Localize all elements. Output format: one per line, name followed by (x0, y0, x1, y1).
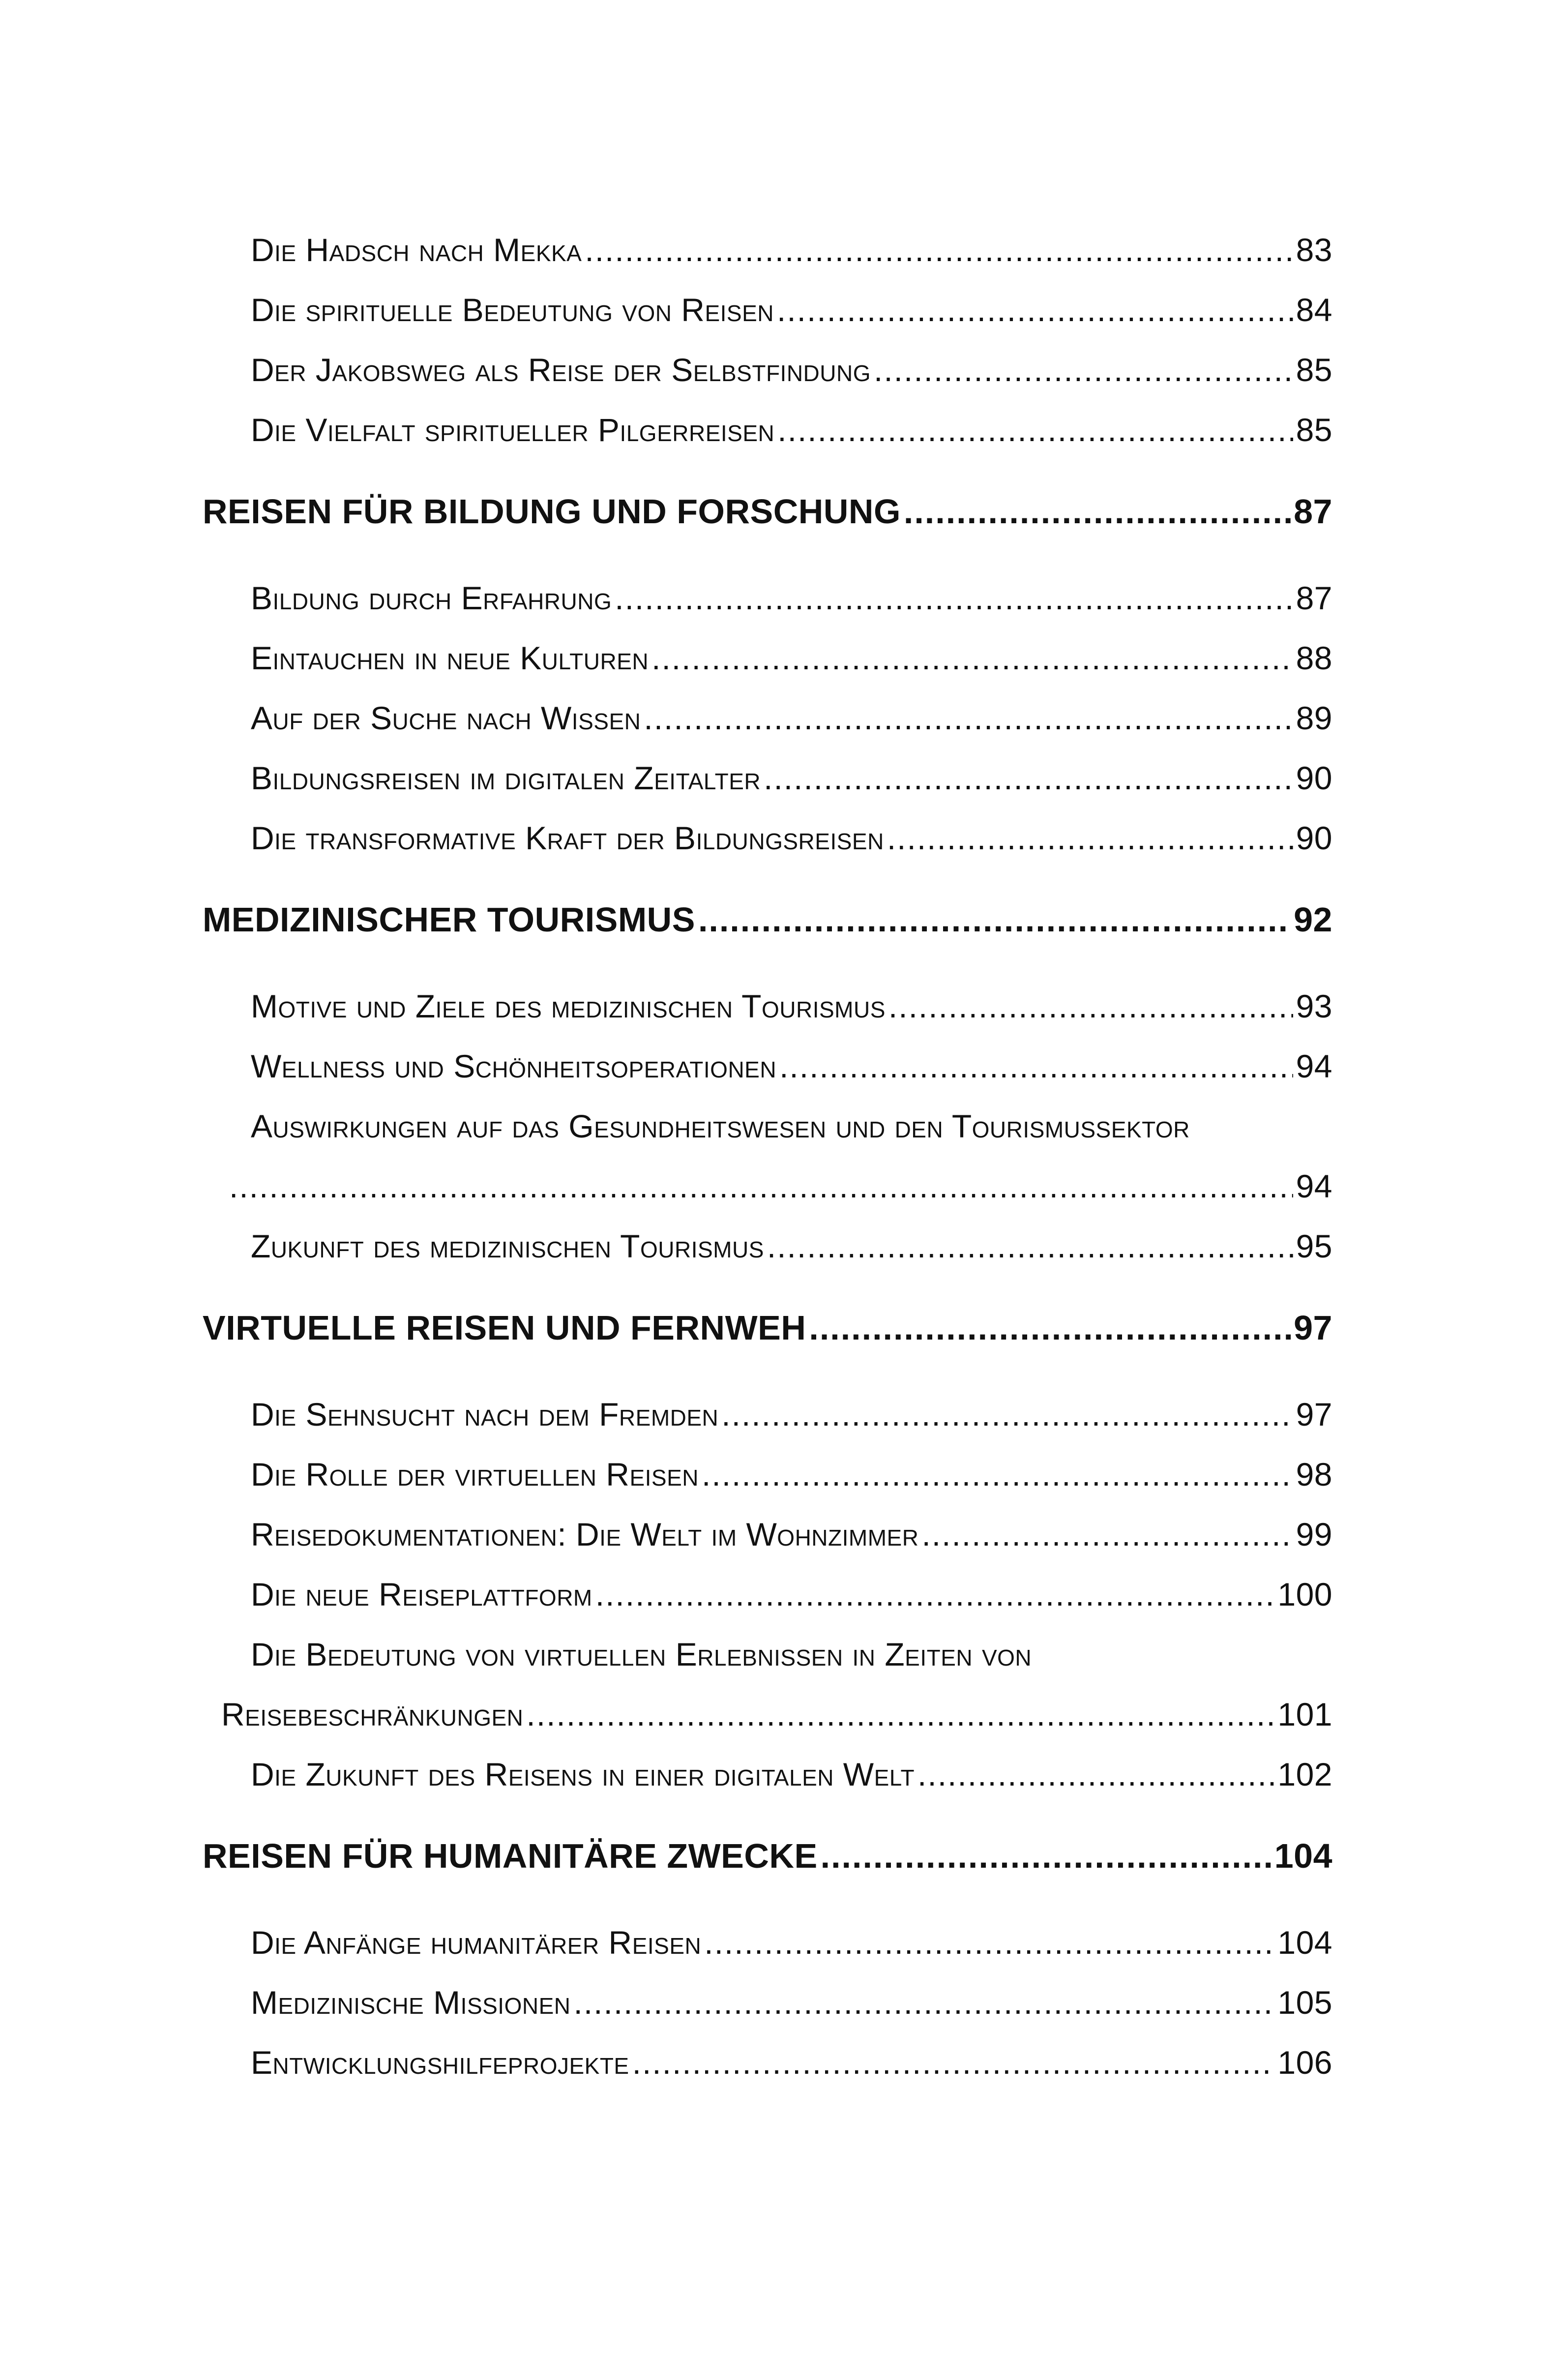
toc-page-number: 83 (1296, 232, 1332, 268)
toc-page-number: 104 (1277, 1924, 1332, 1961)
dot-leader (526, 1696, 1274, 1733)
toc-chapter-entry[interactable] (203, 1308, 1332, 1362)
toc-page-number: 98 (1296, 1456, 1332, 1492)
dot-leader (921, 1516, 1293, 1553)
toc-page-number: 88 (1296, 640, 1332, 676)
toc-chapter-entry[interactable] (203, 492, 1332, 546)
toc-section-entry[interactable] (251, 1984, 1332, 2033)
dot-leader (767, 1227, 1293, 1265)
dot-leader (632, 2044, 1275, 2081)
toc-page-number: 101 (1277, 1696, 1332, 1732)
toc-page-number: 84 (1296, 292, 1332, 328)
dot-leader (779, 1047, 1293, 1085)
dot-leader (777, 291, 1293, 328)
dot-leader (644, 699, 1293, 737)
toc-page-number: 99 (1296, 1516, 1332, 1552)
toc-entry-title: Die spirituelle Bedeutung von Reisen (251, 292, 774, 328)
dot-leader (651, 639, 1293, 677)
toc-entry-title: Bildungsreisen im digitalen Zeitalter (251, 760, 761, 796)
toc-entry-title: Auswirkungen auf das Gesundheitswesen und den Tourismussektor (251, 1108, 1190, 1144)
dot-leader (821, 1836, 1272, 1876)
toc-page-number: 87 (1296, 580, 1332, 616)
toc-page-number: 106 (1277, 2044, 1332, 2081)
toc-page-number: 97 (1296, 1396, 1332, 1433)
toc-entry-title: Bildung durch Erfahrung (251, 580, 612, 616)
toc-entry-title: Die Vielfalt spiritueller Pilgerreisen (251, 412, 775, 448)
dot-leader (777, 411, 1293, 448)
toc-section-entry[interactable] (251, 699, 1332, 748)
toc-entry-title: Die neue Reiseplattform (251, 1576, 592, 1612)
toc-page-number: 105 (1277, 1984, 1332, 2021)
toc-section-entry[interactable] (251, 987, 1332, 1037)
dot-leader (809, 1308, 1291, 1347)
toc-page-number: 85 (1296, 412, 1332, 448)
toc-page-number: 95 (1296, 1228, 1332, 1264)
toc-section-entry[interactable] (251, 1227, 1332, 1277)
toc-chapter-entry[interactable] (203, 1836, 1332, 1890)
dot-leader (904, 492, 1291, 531)
toc-section-entry[interactable] (226, 1167, 1332, 1217)
toc-entry-title: Die Bedeutung von virtuellen Erlebnissen in Zeiten von (251, 1636, 1032, 1672)
toc-entry-title: Eintauchen in neue Kulturen (251, 640, 649, 676)
toc-section-entry[interactable] (251, 759, 1332, 808)
toc-page-number: 85 (1296, 352, 1332, 388)
toc-entry-title: Medizinische Missionen (251, 1984, 571, 2021)
toc-entry-title: Auf der Suche nach Wissen (251, 700, 641, 736)
toc-entry-title: Der Jakobsweg als Reise der Selbstfindung (251, 352, 871, 388)
toc-section-entry[interactable] (251, 291, 1332, 340)
toc-section-entry[interactable] (251, 1636, 1332, 1685)
toc-section-entry[interactable] (251, 819, 1332, 868)
dot-leader (721, 1396, 1293, 1433)
toc-page-number: 92 (1294, 900, 1332, 939)
toc-section-entry[interactable] (251, 231, 1332, 280)
toc-entry-title: VIRTUELLE REISEN UND FERNWEH (203, 1309, 806, 1347)
dot-leader (698, 900, 1291, 939)
dot-leader (917, 1756, 1274, 1793)
toc-entry-title: REISEN FÜR HUMANITÄRE ZWECKE (203, 1837, 818, 1875)
dot-leader (229, 1167, 1293, 1205)
toc-section-entry[interactable] (251, 1047, 1332, 1097)
dot-leader (595, 1576, 1275, 1613)
toc-page-number: 100 (1277, 1576, 1332, 1612)
toc-chapter-entry[interactable] (203, 900, 1332, 954)
dot-leader (874, 351, 1293, 388)
toc-entry-title: Reisebeschränkungen (221, 1696, 524, 1732)
toc-entry-title: Wellness und Schönheitsoperationen (251, 1048, 777, 1084)
toc-page-number: 94 (1296, 1168, 1332, 1204)
toc-page-number: 90 (1296, 760, 1332, 796)
toc-section-entry[interactable] (251, 351, 1332, 400)
toc-section-entry[interactable] (251, 1516, 1332, 1565)
toc-entry-title: Die Hadsch nach Mekka (251, 232, 582, 268)
toc-page-number: 89 (1296, 700, 1332, 736)
toc-entry-title: Die transformative Kraft der Bildungsreisen (251, 820, 884, 856)
toc-entry-title: Die Zukunft des Reisens in einer digitalen Welt (251, 1756, 915, 1792)
toc-page-number: 87 (1294, 492, 1332, 531)
toc-entry-title: Die Anfänge humanitärer Reisen (251, 1924, 702, 1961)
toc-page-number: 90 (1296, 820, 1332, 856)
toc-page-number: 94 (1296, 1048, 1332, 1084)
toc-entry-title: Die Sehnsucht nach dem Fremden (251, 1396, 719, 1433)
toc-section-entry[interactable] (251, 1396, 1332, 1445)
toc-entry-title: Die Rolle der virtuellen Reisen (251, 1456, 699, 1492)
toc-section-entry[interactable] (221, 1696, 1332, 1745)
toc-entry-title: MEDIZINISCHER TOURISMUS (203, 900, 695, 939)
toc-section-entry[interactable] (251, 1576, 1332, 1625)
toc-section-entry[interactable] (251, 411, 1332, 460)
toc-entry-title: Motive und Ziele des medizinischen Tourismus (251, 988, 886, 1024)
dot-leader (704, 1924, 1274, 1961)
dot-leader (573, 1984, 1274, 2021)
toc-entry-title: Entwicklungshilfeprojekte (251, 2044, 629, 2081)
dot-leader (702, 1456, 1293, 1493)
toc-entry-title: REISEN FÜR BILDUNG UND FORSCHUNG (203, 492, 901, 531)
toc-section-entry[interactable] (251, 1456, 1332, 1505)
toc-page-number: 97 (1294, 1309, 1332, 1347)
toc-section-entry[interactable] (251, 2044, 1332, 2093)
toc-section-entry[interactable] (251, 639, 1332, 688)
toc-page-number: 104 (1274, 1837, 1332, 1875)
toc-section-entry[interactable] (251, 1924, 1332, 1973)
dot-leader (888, 987, 1293, 1025)
dot-leader (585, 231, 1293, 269)
toc-entry-title: Zukunft des medizinischen Tourismus (251, 1228, 764, 1264)
toc-section-entry[interactable] (251, 1756, 1332, 1805)
dot-leader (764, 759, 1293, 797)
toc-entry-title: Reisedokumentationen: Die Welt im Wohnzimmer (251, 1516, 919, 1552)
toc-page-number: 93 (1296, 988, 1332, 1024)
dot-leader (887, 819, 1293, 857)
toc-section-entry[interactable] (251, 579, 1332, 628)
dot-leader (615, 579, 1293, 617)
toc-section-entry[interactable] (251, 1107, 1332, 1157)
toc-page-number: 102 (1277, 1756, 1332, 1792)
